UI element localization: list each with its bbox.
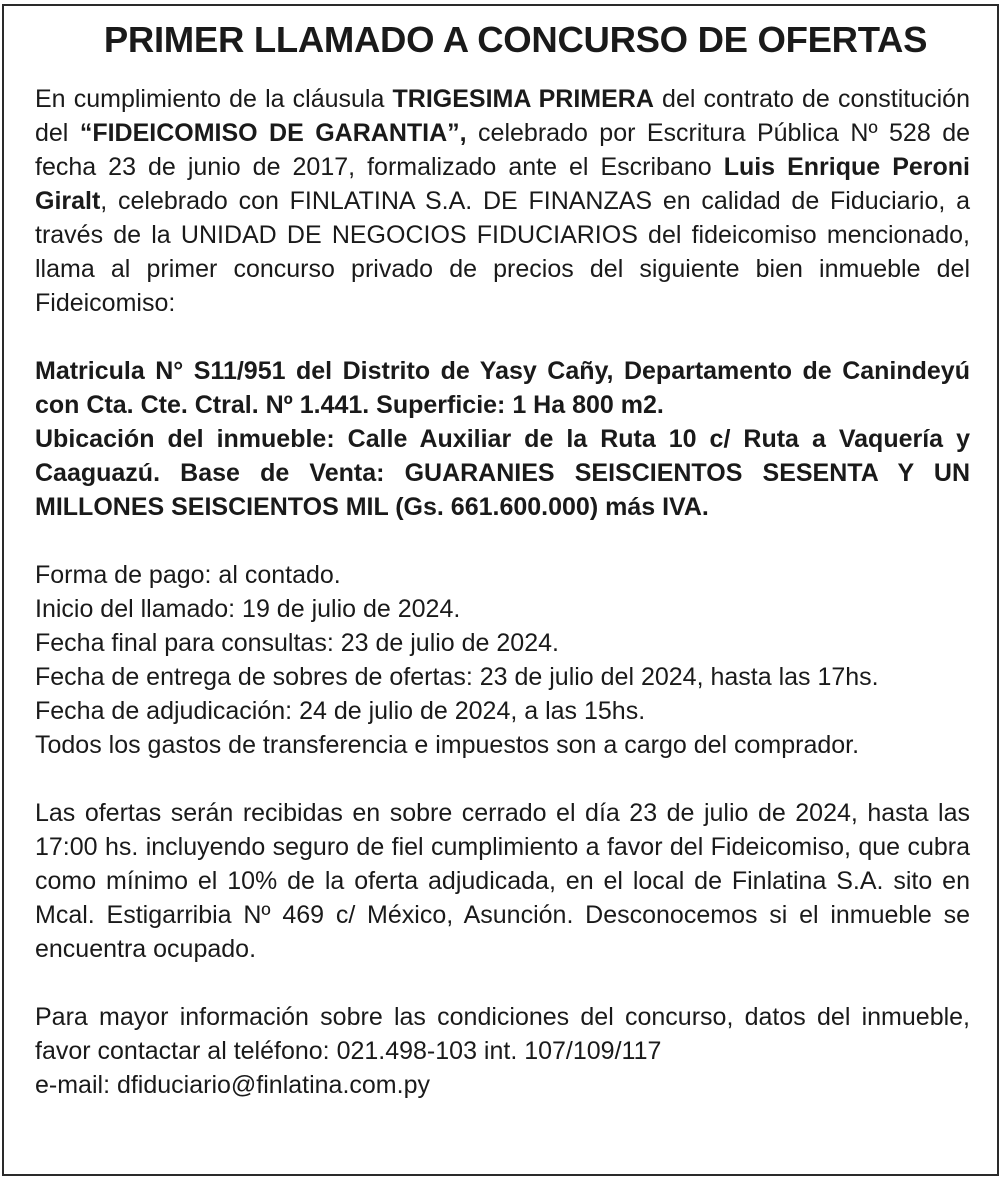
intro-text-4: , celebrado con FINLATINA S.A. DE FINANZAS en calidad de Fiduciario, a través de la UNIDAD DE NEGOCIOS FIDUCIARIOS del fideicomiso mencionado, llama al primer concurso privado de precios del siguiente bien inmueble del Fideicomiso: [35,187,970,317]
intro-text-1: En cumplimiento de la cláusula [35,85,393,113]
delivery-date: Fecha de entrega de sobres de ofertas: 23 de julio del 2024, hasta las 17hs. [35,663,879,691]
spacer [35,966,970,1000]
notary-name: Luis Enrique Peroni Giralt [35,153,970,215]
contact-email: e-mail: dfiduciario@finlatina.com.py [35,1071,430,1099]
notice-title: PRIMER LLAMADO A CONCURSO DE OFERTAS [103,19,928,60]
spacer [35,524,970,558]
intro-text-2: del contrato de constitución del [35,85,970,147]
call-start-date: Inicio del llamado: 19 de julio de 2024. [35,595,461,623]
intro-text-3: celebrado por Escritura Pública Nº 528 de fecha 23 de junio de 2017, formalizado ante el Escribano [35,119,970,181]
consult-deadline: Fecha final para consultas: 23 de julio de 2024. [35,629,559,657]
notice-body [35,82,970,1102]
property-location-price: Ubicación del inmueble: Calle Auxiliar de la Ruta 10 c/ Ruta a Vaquería y Caaguazú. Base de Venta: GUARANIES SEISCIENTOS SESENTA Y UN MILLONES SEISCIENTOS MIL (Gs. 661.600.000) más IVA. [35,425,970,521]
costs-note: Todos los gastos de transferencia e impuestos son a cargo del comprador. [35,731,860,759]
clause-name: TRIGESIMA PRIMERA [392,85,654,113]
trust-name: “FIDEICOMISO DE GARANTIA”, [79,119,467,147]
offers-paragraph: Las ofertas serán recibidas en sobre cerrado el día 23 de julio de 2024, hasta las 17:00 hs. incluyendo seguro de fiel cumplimiento a favor del Fideicomiso, que cubra como mínimo el 10% de la oferta adjudicada, en el local de Finlatina S.A. sito en Mcal. Estigarribia Nº 469 c/ México, Asunción. Desconocemos si el inmueble se encuentra ocupado. [35,799,970,963]
property-registration: Matricula N° S11/951 del Distrito de Yasy Cañy, Departamento de Canindeyú con Cta. Cte. Ctral. Nº 1.441. Superficie: 1 Ha 800 m2. [35,357,970,419]
payment-terms: Forma de pago: al contado. [35,561,341,589]
intro-paragraph [35,82,970,320]
award-date: Fecha de adjudicación: 24 de julio de 2024, a las 15hs. [35,697,646,725]
spacer [35,762,970,796]
spacer [35,320,970,354]
contact-paragraph: Para mayor información sobre las condiciones del concurso, datos del inmueble, favor contactar al teléfono: 021.498-103 int. 107/109/117 [35,1003,970,1065]
